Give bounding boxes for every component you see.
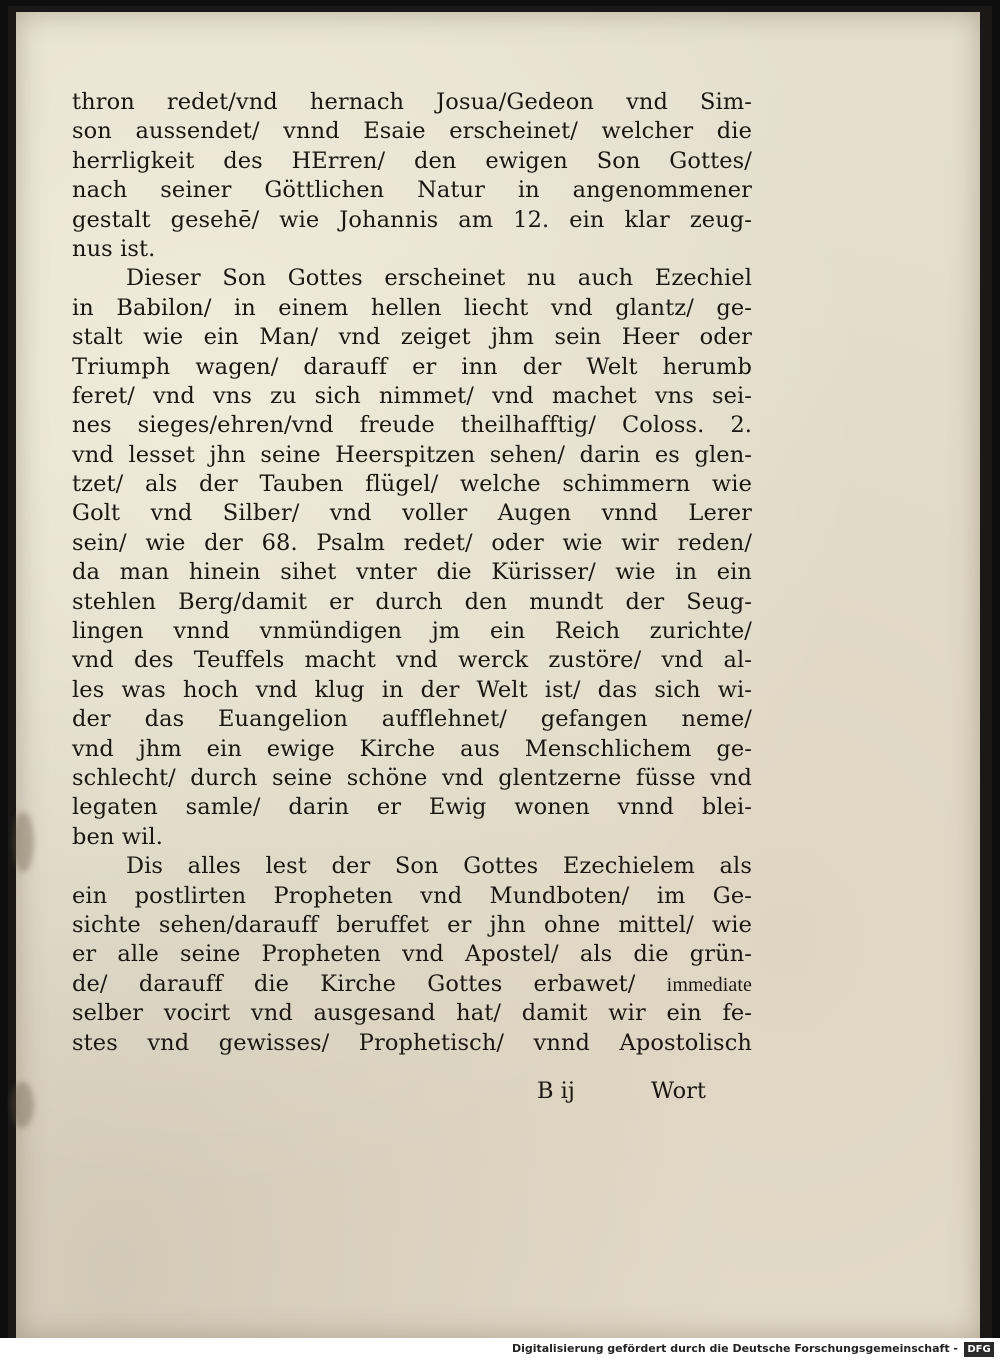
text-line: nach seiner Göttlichen Natur in angenommener — [72, 177, 752, 204]
funding-credit: Digitalisierung gefördert durch die Deutsche Forschungsgemeinschaft - — [511, 1342, 958, 1355]
text-line: ein postlirten Propheten vnd Mundboten/ im Ge- — [72, 882, 752, 909]
page-stain — [12, 812, 34, 872]
text-line: tzet/ als der Tauben flügel/ welche schimmern wie — [72, 471, 752, 498]
text-line: schlecht/ durch seine schöne vnd glentzerne füsse vnd — [72, 764, 752, 791]
catchword: Wort — [651, 1078, 706, 1104]
text-line: son aussendet/ vnnd Esaie erscheinet/ welcher die — [72, 118, 752, 145]
text-line: gestalt gesehē/ wie Johannis am 12. ein klar zeug- — [72, 206, 752, 233]
text-line: stehlen Berg/damit er durch den mundt der Seug- — [72, 588, 752, 615]
credit-bar — [0, 1338, 1000, 1362]
text-line: selber vocirt vnd ausgesand hat/ damit wir ein fe- — [72, 1000, 752, 1027]
text-line: Dis alles lest der Son Gottes Ezechielem als — [126, 853, 752, 880]
text-line: in Babilon/ in einem hellen liecht vnd glantz/ ge- — [72, 294, 752, 321]
text-line: vnd lesset jhn seine Heerspitzen sehen/ darin es glen- — [72, 441, 752, 468]
text-line: der das Euangelion aufflehnet/ gefangen neme/ — [72, 706, 752, 733]
text-line: Triumph wagen/ darauff er inn der Welt herumb — [72, 353, 752, 380]
text-line: er alle seine Propheten vnd Apostel/ als die grün- — [72, 941, 752, 968]
body-text — [72, 88, 752, 1058]
text-line: sichte sehen/darauff beruffet er jhn ohne mittel/ wie — [72, 911, 752, 938]
dfg-logo-icon: DFG — [964, 1342, 994, 1357]
text-line: nus ist. — [72, 235, 156, 262]
signature-mark: B ij — [537, 1078, 575, 1104]
text-line: stalt wie ein Man/ vnd zeiget jhm sein Heer oder — [72, 324, 752, 351]
text-line: ben wil. — [72, 823, 163, 850]
text-line: sein/ wie der 68. Psalm redet/ oder wie wir reden/ — [72, 529, 752, 556]
text-line: legaten samle/ darin er Ewig wonen vnnd blei- — [72, 794, 752, 821]
text-line: les was hoch vnd klug in der Welt ist/ das sich wi- — [72, 676, 752, 703]
text-line: vnd jhm ein ewige Kirche aus Menschlichem ge- — [72, 735, 752, 762]
text-line: vnd des Teuffels macht vnd werck zustöre/ vnd al- — [72, 647, 752, 674]
text-line: da man hinein sihet vnter die Kürisser/ wie in ein — [72, 559, 752, 586]
latin-word: immediate — [666, 973, 752, 996]
text-line: lingen vnnd vnmündigen jm ein Reich zurichte/ — [72, 618, 752, 645]
text-line: Golt vnd Silber/ vnd voller Augen vnnd Lerer — [72, 500, 752, 527]
text-line: feret/ vnd vns zu sich nimmet/ vnd machet vns sei- — [72, 382, 752, 409]
text-line-with-latin — [72, 970, 752, 999]
text-line: thron redet/vnd hernach Josua/Gedeon vnd Sim- — [72, 89, 752, 115]
text-line: nes sieges/ehren/vnd freude theilhafftig/ Coloss. 2. — [72, 412, 752, 439]
page-stain — [10, 1082, 34, 1128]
text-line: stes vnd gewisses/ Prophetisch/ vnnd Apostolisch — [72, 1029, 752, 1056]
text-line: herrligkeit des HErren/ den ewigen Son Gottes/ — [72, 147, 752, 174]
text-line-part: de/ darauff die Kirche Gottes erbawet/ — [72, 970, 667, 997]
text-line: Dieser Son Gottes erscheinet nu auch Ezechiel — [126, 265, 752, 292]
